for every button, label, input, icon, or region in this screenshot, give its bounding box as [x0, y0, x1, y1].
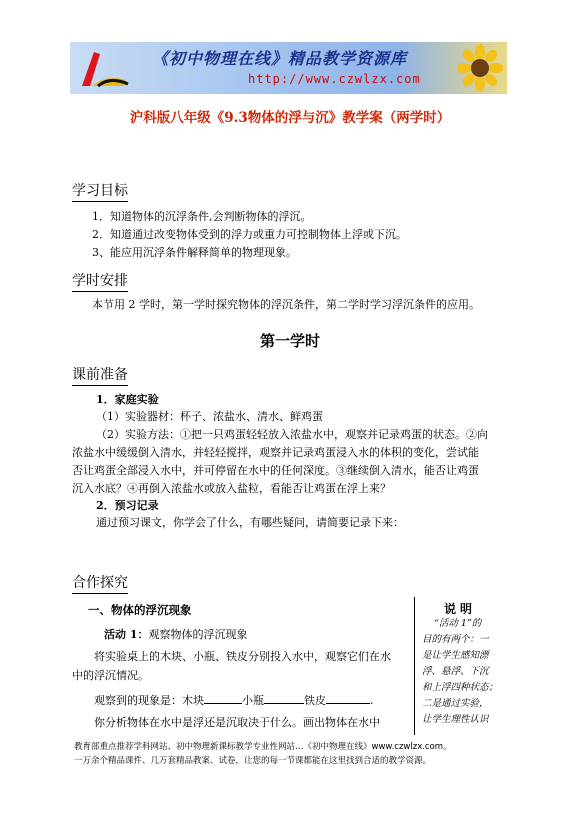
- experiment-method-line: 否让鸡蛋全部浸入水中，并可停留在水中的任何深度。③继续倒入清水，能否让鸡蛋: [72, 464, 479, 477]
- activity-title: 活动 1：: [104, 628, 149, 641]
- preview-text: 通过预习课文，你学会了什么，有哪些疑问，请简要记录下来：: [96, 516, 404, 529]
- experiment-materials: （1）实验器材：杯子、浓盐水、清水、鲜鸡蛋: [96, 410, 323, 423]
- sidebar-line: 和上浮四种状态；: [422, 682, 499, 693]
- experiment-method-line: （2）实验方法：①把一只鸡蛋轻轻放入浓盐水中，观察并记录鸡蛋的状态。②向: [96, 428, 488, 441]
- preview-title: 2．预习记录: [96, 499, 159, 512]
- section-title: 一、物体的浮沉现象: [88, 603, 192, 617]
- logo-icon: [76, 46, 132, 90]
- document-title: 沪科版八年级《9.3物体的浮与沉》教学案（两学时）: [129, 110, 451, 126]
- lesson-title: 第一学时: [259, 332, 320, 350]
- sidebar-line: 二是通过实验，: [422, 698, 489, 709]
- sunflower-icon: [457, 44, 503, 92]
- experiment-method-line: 沉入水底？④再倒入浓盐水或放入盐粒，看能否让鸡蛋在浮上来？: [72, 482, 391, 495]
- activity-line: [104, 628, 247, 642]
- schedule-heading: 学时安排: [72, 270, 128, 292]
- observation-line: [94, 693, 374, 708]
- experiment-method-line: 浓盐水中缓缓倒入清水，并轻轻搅拌，观察并记录鸡蛋浸入水的体积的变化，尝试能: [72, 446, 479, 459]
- observation-sheet-label: 铁皮: [304, 694, 326, 707]
- observation-end: .: [370, 694, 374, 707]
- sidebar-line: “活动 1”的: [434, 618, 482, 629]
- objectives-heading: 学习目标: [72, 180, 128, 202]
- sidebar-title: 说明: [444, 602, 477, 616]
- sidebar-line: 让学生理性认识: [422, 714, 489, 725]
- objective-item: 2．知道通过改变物体受到的浮力或重力可控制物体上浮或下沉。: [92, 228, 407, 241]
- activity-text: 观察物体的浮沉现象: [148, 628, 248, 641]
- observation-prefix: 观察到的现象是：木块: [94, 694, 204, 707]
- body-line: 将实验桌上的木块、小瓶、铁皮分别投入水中，观察它们在水: [94, 650, 391, 663]
- analysis-line: 你分析物体在水中是浮还是沉取决于什么。画出物体在水中: [94, 716, 380, 729]
- footer-line: 教育部重点推荐学科网站、初中物理新课标教学专业性网站…《初中物理在线》www.czwlzx.com。: [74, 742, 452, 752]
- preparation-heading: 课前准备: [72, 364, 128, 386]
- body-line: 中的浮沉情况。: [72, 669, 149, 682]
- objective-item: 3、能应用沉浮条件解释简单的物理现象。: [92, 246, 297, 259]
- blank-wood[interactable]: [204, 693, 242, 704]
- schedule-text: 本节用 2 学时，第一学时探究物体的浮沉条件，第二学时学习浮沉条件的应用。: [92, 298, 480, 311]
- banner-url[interactable]: http://www.czwlzx.com: [248, 72, 421, 86]
- blank-bottle[interactable]: [264, 693, 304, 704]
- header-banner: [70, 42, 507, 94]
- sidebar-line: 目的有两个：一: [422, 634, 489, 645]
- footer-line: 一万余个精品课件、几万套精品教案、试卷，让您的每一节课都能在这里找到合适的教学资源。: [74, 756, 432, 766]
- cooperation-heading: 合作探究: [72, 572, 128, 594]
- sidebar-divider: [414, 597, 415, 735]
- sidebar-line: 浮、悬浮、下沉: [422, 666, 489, 677]
- banner-title: 《初中物理在线》精品教学资源库: [152, 49, 408, 68]
- experiment-title: 1．家庭实验: [96, 393, 159, 406]
- sidebar-line: 是让学生感知漂: [422, 650, 489, 661]
- observation-bottle-label: 小瓶: [242, 694, 264, 707]
- objective-item: 1．知道物体的沉浮条件,会判断物体的浮沉。: [92, 210, 312, 223]
- blank-sheet[interactable]: [326, 693, 370, 704]
